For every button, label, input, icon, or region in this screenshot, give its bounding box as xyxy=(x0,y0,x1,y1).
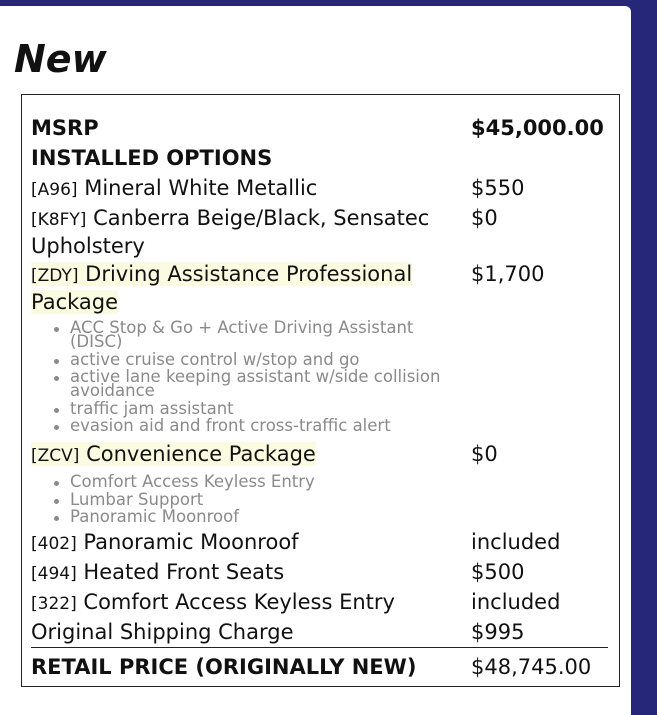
feature-item: evasion aid and front cross-traffic alert xyxy=(70,419,460,433)
msrp-price: $45,000.00 xyxy=(471,116,604,140)
price-table: MSRP $45,000.00 INSTALLED OPTIONS [A96] Mineral White Metallic $550 [K8FY] Canberra Beige/Black, Sensatec Upholstery $0 [ZDY] Driving Assistance Professional Package $1,700 ACC Stop & Go + Active Driving Assistant (DISC) active cruise control w/stop and go active lane keeping assistant w/side collision avoidance traffic jam assistant evasion aid and front cross-traffic alert [ZCV] Convenience Package $0 Comfort Access Keyless Entry Lumbar Support Panoramic Moonroof [402] Panoramic Moonroof included [494] Heated Front Seats $500 [322] Comfort Access Keyless Entry included Original Shipping Charge $995 RETAIL PRICE (ORIGINALLY NEW) $48,745.00 xyxy=(21,94,620,687)
section-heading: New xyxy=(14,37,107,81)
sticker-card xyxy=(0,6,631,715)
option-code: [A96] xyxy=(31,180,78,200)
msrp-label: MSRP xyxy=(31,116,99,140)
feature-item: Lumbar Support xyxy=(70,493,460,507)
option-code: [402] xyxy=(31,534,77,554)
option-code: [494] xyxy=(31,564,77,584)
option-price: $550 xyxy=(471,176,525,200)
feature-item: ACC Stop & Go + Active Driving Assistant (DISC) xyxy=(70,321,460,349)
option-code: [ZDY] xyxy=(31,266,79,286)
feature-item: Panoramic Moonroof xyxy=(70,510,460,524)
shipping-price: $995 xyxy=(471,620,525,644)
feature-item: Comfort Access Keyless Entry xyxy=(70,475,460,489)
retail-label: RETAIL PRICE (ORIGINALLY NEW) xyxy=(31,655,417,679)
option-price: $0 xyxy=(471,442,498,466)
option-price: included xyxy=(471,530,561,554)
feature-item: active cruise control w/stop and go xyxy=(70,353,460,367)
option-name-cont: Package xyxy=(31,290,119,314)
option-name: Driving Assistance Professional xyxy=(85,262,413,286)
option-name: Canberra Beige/Black, Sensatec xyxy=(93,206,430,230)
option-price: $1,700 xyxy=(471,262,545,286)
total-divider xyxy=(31,647,608,648)
option-name: Panoramic Moonroof xyxy=(83,530,299,554)
option-name: Heated Front Seats xyxy=(83,560,285,584)
option-name: Convenience Package xyxy=(86,442,316,466)
option-price: included xyxy=(471,590,561,614)
option-name: Mineral White Metallic xyxy=(84,176,318,200)
feature-item: active lane keeping assistant w/side collision avoidance xyxy=(70,370,460,398)
option-price: $500 xyxy=(471,560,525,584)
option-name: Comfort Access Keyless Entry xyxy=(83,590,395,614)
option-name-cont: Upholstery xyxy=(31,234,145,258)
shipping-label: Original Shipping Charge xyxy=(31,620,294,644)
option-code: [K8FY] xyxy=(31,210,87,230)
option-code: [ZCV] xyxy=(31,446,80,466)
package-feature-list xyxy=(70,472,460,528)
package-feature-list xyxy=(70,318,460,437)
feature-item: traffic jam assistant xyxy=(70,402,460,416)
option-price: $0 xyxy=(471,206,498,230)
option-code: [322] xyxy=(31,594,77,614)
retail-price: $48,745.00 xyxy=(471,655,592,679)
